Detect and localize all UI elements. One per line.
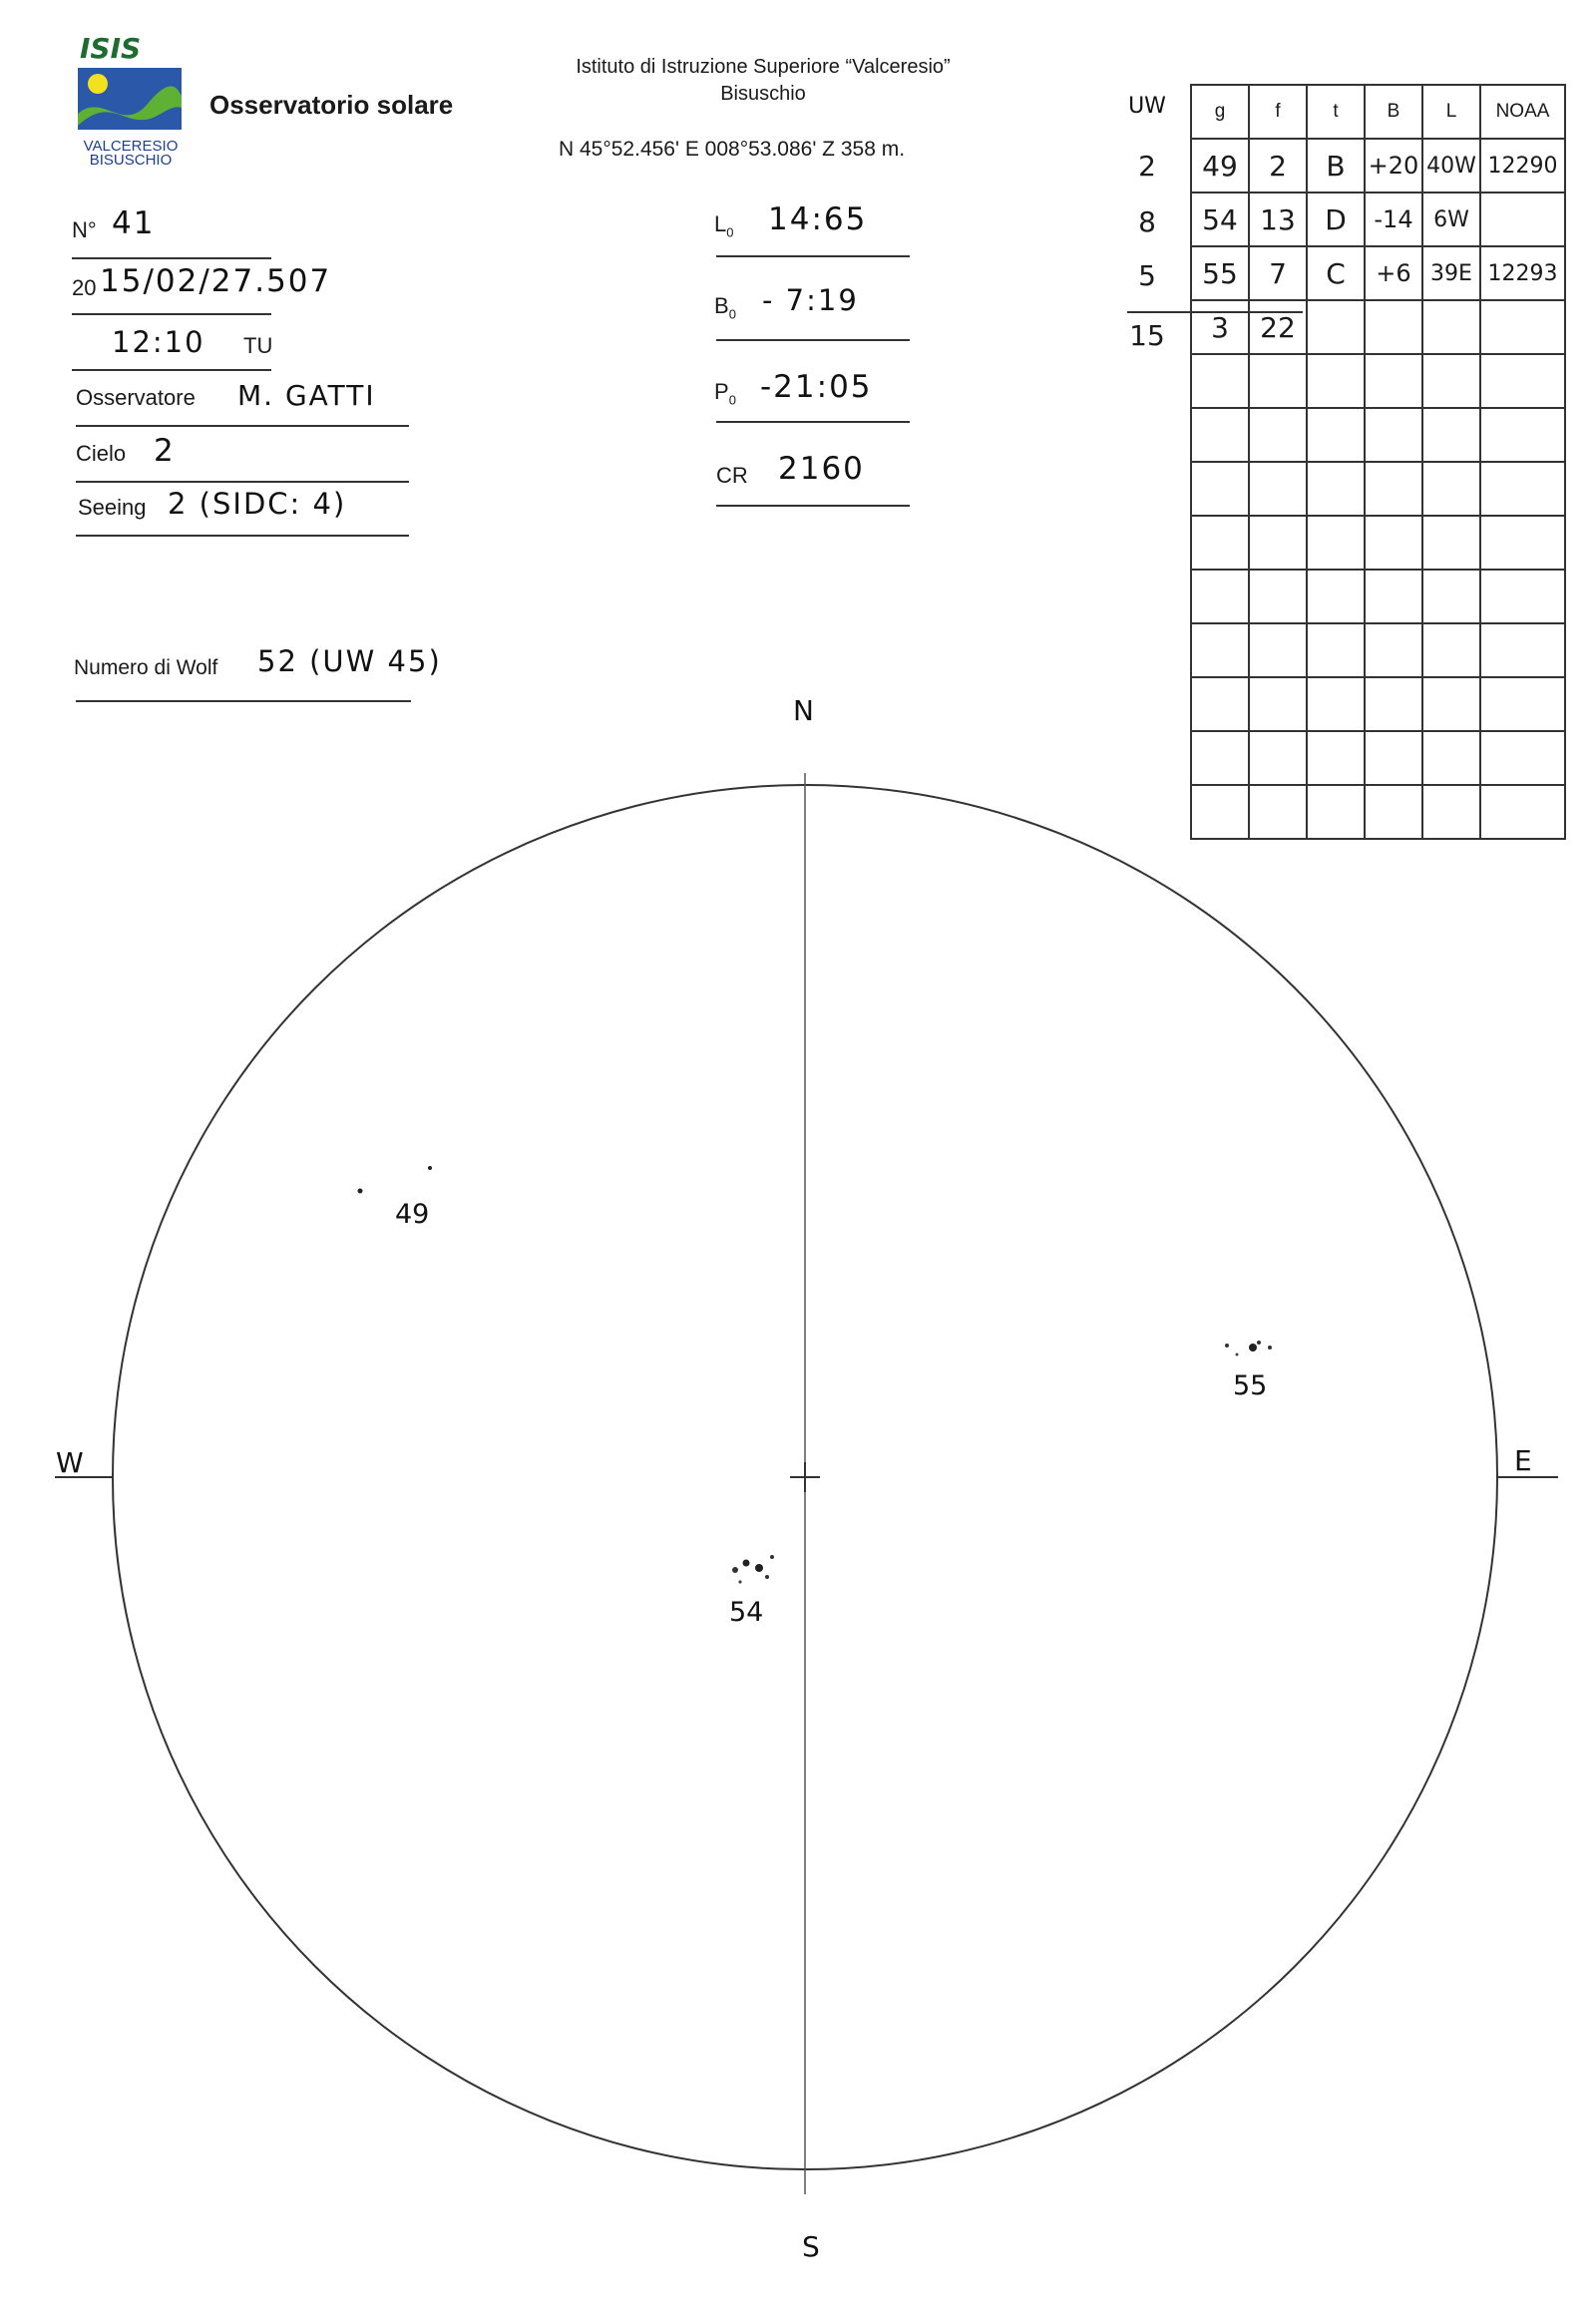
b0-subscript: 0 [728,306,736,322]
cell-l: 40W [1422,139,1480,193]
table-row [1191,139,1565,193]
logo-caption-line1: VALCERESIO [83,138,179,155]
group-label-54: 54 [729,1597,764,1628]
table-row [1191,246,1565,300]
institute-line2: Bisuschio [720,83,806,105]
p0-subscript: 0 [728,392,736,408]
table-header-row [1191,85,1565,139]
sunspot [738,1580,741,1583]
l0-label [714,211,733,239]
header-g: g [1191,85,1249,139]
cr-label: CR [716,463,748,488]
number-label: N° [72,217,97,242]
group-label-55: 55 [1233,1370,1268,1401]
cell-t: B [1307,139,1365,193]
sunspot-group-49 [358,1166,433,1230]
table-empty-row [1191,408,1565,462]
observatory-coordinates: N 45°52.456' E 008°53.086' Z 358 m. [559,138,906,161]
sunspot [1236,1353,1239,1356]
sky-rule [76,481,409,483]
cell-noaa: 12293 [1480,246,1565,300]
table-empty-row [1191,516,1565,570]
seeing-label: Seeing [78,495,147,520]
l0-rule [716,255,910,257]
cell-b: -14 [1365,193,1422,246]
north-label: N [793,694,814,727]
time-unit: TU [243,333,273,358]
solar-disk-drawing [0,678,1596,2294]
time-rule [72,369,271,371]
cell-l: 39E [1422,246,1480,300]
uw-header: UW [1128,94,1166,119]
cell-b: +20 [1365,139,1422,193]
cell-g: 55 [1191,246,1249,300]
p0-label [714,379,736,407]
logo-caption [66,140,196,168]
number-value: 41 [112,205,156,241]
date-rule [72,313,271,315]
observatory-title: Osservatorio solare [209,90,454,120]
p0-value: -21:05 [760,369,873,405]
table-row [1191,193,1565,246]
number-rule [72,257,271,259]
p0-letter: P [714,379,729,404]
sunspot [770,1555,774,1559]
cell-t [1307,300,1365,354]
observer-label: Osservatore [76,385,196,410]
sunspot [755,1564,763,1572]
east-label: E [1514,1444,1532,1477]
west-label: W [56,1446,84,1479]
b0-rule [716,339,910,341]
institute-name [499,54,1027,108]
cell-t: C [1307,246,1365,300]
uw-value-2: 8 [1138,205,1156,238]
seeing-rule [76,535,409,537]
wolf-value: 52 (UW 45) [257,644,442,678]
header-noaa: NOAA [1480,85,1565,139]
sunspot-group-54 [729,1555,774,1628]
cell-b: +6 [1365,246,1422,300]
cr-rule [716,505,910,507]
sunspot [1257,1341,1261,1345]
sunspot-group-55 [1225,1341,1272,1401]
date-prefix: 20 [72,275,97,300]
observer-rule [76,425,409,427]
cell-g: 49 [1191,139,1249,193]
cell-b [1365,300,1422,354]
cell-t: D [1307,193,1365,246]
table-empty-row [1191,570,1565,623]
l0-subscript: 0 [726,224,734,240]
table-empty-row [1191,462,1565,516]
cell-f: 22 [1249,300,1307,354]
wolf-label: Numero di Wolf [74,656,218,679]
cell-noaa [1480,300,1565,354]
sky-label: Cielo [76,441,127,466]
cell-noaa: 12290 [1480,139,1565,193]
b0-value: - 7:19 [762,283,859,317]
sunspot [358,1189,363,1194]
cell-l: 6W [1422,193,1480,246]
cell-g: 3 [1191,300,1249,354]
logo-caption-line2: BISUSCHIO [89,152,173,169]
sunspot [1268,1346,1272,1350]
sunspot [743,1560,750,1567]
l0-value: 14:65 [768,201,868,237]
group-label-49: 49 [395,1199,430,1230]
table-row [1191,300,1565,354]
l0-letter: L [714,211,727,236]
uw-value-3: 5 [1138,259,1156,292]
time-value: 12:10 [112,325,205,359]
header-t: t [1307,85,1365,139]
uw-value-1: 2 [1138,150,1156,183]
b0-letter: B [714,293,729,318]
table-empty-row [1191,623,1565,677]
sunspot [1225,1344,1229,1348]
logo-text: ISIS [80,34,142,65]
cell-g: 54 [1191,193,1249,246]
sunspot [765,1575,769,1579]
cell-noaa [1480,193,1565,246]
cell-f: 13 [1249,193,1307,246]
header-l: L [1422,85,1480,139]
date-value: 15/02/27.507 [100,263,332,299]
observer-value: M. GATTI [237,379,376,412]
table-empty-row [1191,354,1565,408]
logo-graphic [78,34,184,134]
institute-line1: Istituto di Istruzione Superiore “Valceresio” [576,56,951,78]
logo [78,34,184,134]
b0-label [714,293,736,321]
seeing-value: 2 (SIDC: 4) [168,487,347,521]
header-f: f [1249,85,1307,139]
cell-f: 2 [1249,139,1307,193]
cell-f: 7 [1249,246,1307,300]
cell-l [1422,300,1480,354]
sunspot [428,1166,432,1170]
sunspot [1249,1344,1257,1352]
sky-value: 2 [154,433,176,469]
uw-total: 15 [1129,319,1165,352]
cr-value: 2160 [778,451,865,487]
p0-rule [716,421,910,423]
sunspot [732,1567,738,1573]
south-label: S [802,2230,820,2263]
header-b: B [1365,85,1422,139]
